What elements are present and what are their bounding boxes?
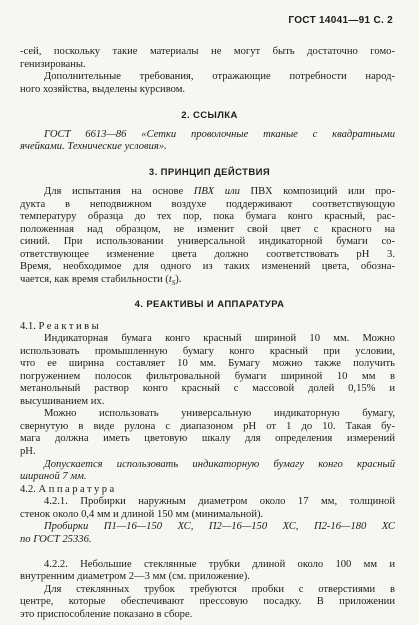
page-header: ГОСТ 14041—91 С. 2 [288, 15, 393, 26]
italic-line: шириной 7 мм. [20, 471, 87, 482]
text-line: ного хозяйства, выделены курсивом. [20, 84, 186, 95]
text-line: высушиванием их. [20, 396, 105, 407]
text-line: стенок около 0,4 мм и длиной 150 мм (минимальной). [20, 509, 264, 520]
subsection-title: 4.2. Аппаратура [20, 484, 117, 495]
text-line: pH. [20, 446, 36, 457]
text-line: Можно использовать универсальную индикаторную бумагу, [44, 408, 395, 419]
text-line: Для стеклянных трубок требуются пробки с отверстиями в [44, 584, 395, 595]
italic-line: Допускается использовать индикаторную бумагу конго красный [44, 459, 395, 470]
text-line: 4.2.1. Пробирки наружным диаметром около 17 мм, толщиной [44, 496, 395, 507]
text-line: чается, как время стабильности $(t_S)$. [20, 274, 182, 288]
reference-line: ячейками. Технические условия». [20, 141, 167, 152]
text-line: погружением полосок фильтровальной бумаги шириной 10 мм в [20, 371, 395, 382]
text-line: дукта в неподвижном воздухе поддерживают соответствующую [20, 199, 395, 210]
text-line: Индикаторная бумага конго красный шириной 10 мм. Можно [44, 333, 395, 344]
text-line: метанольный раствор конго красный с массовой долей 0,15% и [20, 383, 395, 394]
text-line: синий. При использовании универсальной индикаторной бумаги со- [20, 236, 395, 247]
reference-line: ГОСТ 6613—86 «Сетки проволочные тканые с квадратными [44, 129, 395, 140]
subsection-title: 4.1. Реактивы [20, 321, 102, 332]
text-line: ответствующее изменение цвета должно соответствовать pH 3. [20, 249, 395, 260]
text-line: положенная над образцом, не изменит свой цвет с красного на [20, 224, 395, 235]
text-line: генизированы. [20, 59, 86, 70]
text-line: что ее ширина составляет 10 мм. Бумагу можно также получить [20, 358, 395, 369]
text-line: Время, необходимое для одного из таких изменений цвета, обозна- [20, 261, 395, 272]
italic-line: по ГОСТ 25336. [20, 534, 92, 545]
text-line: -сей, поскольку такие материалы не могут быть достаточно гомо- [20, 46, 395, 57]
text-line: температуру образца до тех пор, пока бумага конго красный, рас- [20, 211, 395, 222]
section-heading-4: 4. РЕАКТИВЫ И АППАРАТУРА [134, 299, 285, 310]
text-line: 4.2.2. Небольшие стеклянные трубки длиной около 100 мм и [44, 559, 395, 570]
text-line: внутренним диаметром 2—3 мм (см. приложение). [20, 571, 250, 582]
section-heading-3: 3. ПРИНЦИП ДЕЙСТВИЯ [148, 167, 271, 178]
text-line: Дополнительные требования, отражающие потребности народ- [44, 71, 395, 82]
text-line: свернутую в виде рулона с диапазоном pH от 1 до 10. Такая бу- [20, 421, 395, 432]
italic-line: Пробирки П1—16—150 ХС, П2—16—150 ХС, П2-16—180 ХС [44, 521, 395, 532]
text-line: центре, которые обеспечивают прессовую посадку. В приложении [20, 596, 395, 607]
text-line: мага должна иметь цветовую шкалу для определения измерений [20, 433, 395, 444]
text-line: это приспособление показано в сборе. [20, 609, 193, 620]
text-line: использовать промышленную бумагу конго красный при условии, [20, 346, 395, 357]
text-line: Для испытания на основе ПВХ или ПВХ композиций или про- [44, 186, 395, 197]
section-heading-2: 2. ССЫЛКА [181, 110, 238, 121]
